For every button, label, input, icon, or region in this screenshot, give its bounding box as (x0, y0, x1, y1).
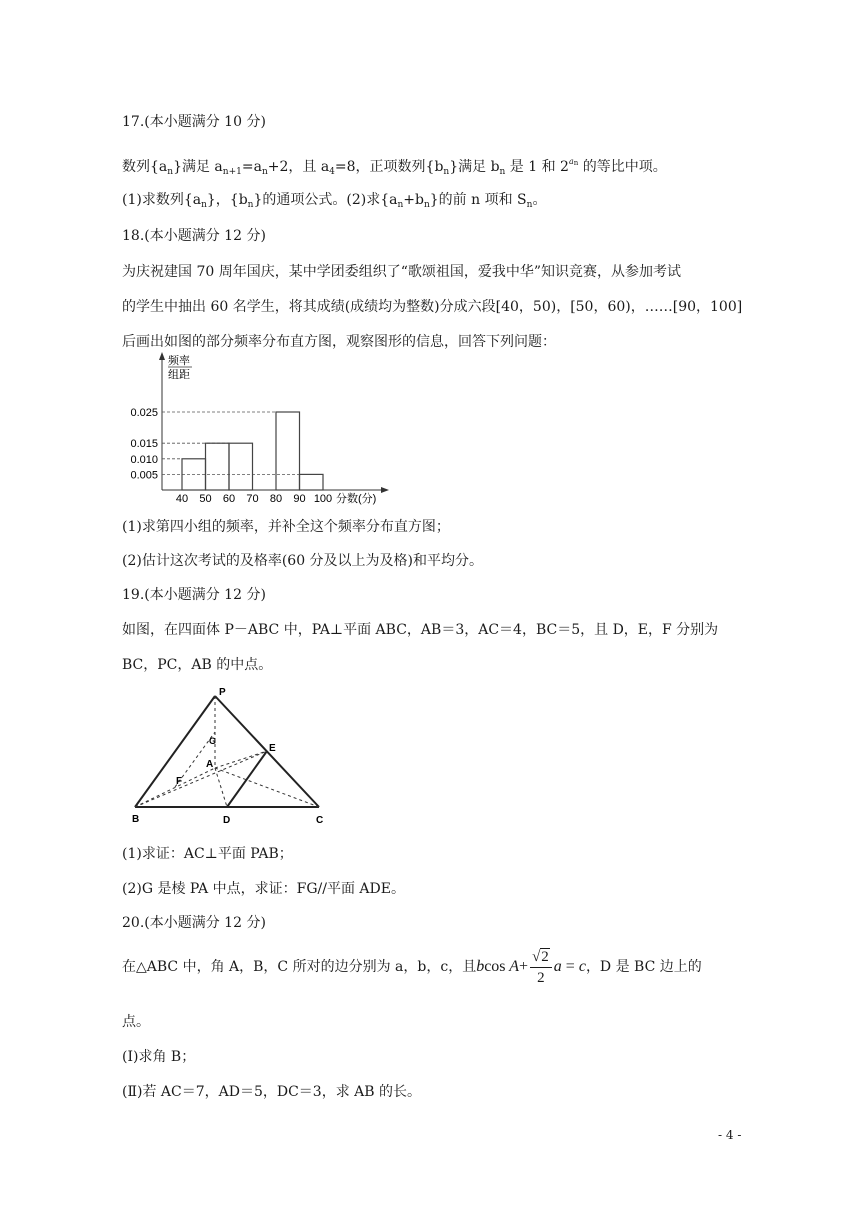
tetrahedron-diagram (120, 683, 360, 831)
q19-subquestion-2: (2)G 是棱 PA 中点，求证：FG//平面 ADE。 (122, 881, 405, 897)
histogram-bar (206, 443, 230, 490)
label-e: E (269, 743, 276, 754)
label-b: B (132, 814, 140, 825)
x-tick-label: 100 (313, 493, 333, 505)
x-tick-label: 90 (293, 493, 306, 505)
y-tick-label: 0.025 (130, 407, 158, 419)
edge-ab (135, 768, 215, 807)
q18-text-line-2: 的学生中抽出 60 名学生，将其成绩(成绩均为整数)分成六段[40，50)，[50，60)，……[90，100] (122, 299, 743, 315)
formula: bcos A+ $\frac{√2}{2}$ a = c (476, 948, 586, 986)
q20-subquestion-1: (Ⅰ)求角 B； (122, 1049, 196, 1065)
q18-text-line-3: 后画出如图的部分频率分布直方图，观察图形的信息，回答下列问题： (122, 334, 556, 350)
y-tick-label: 0.005 (130, 469, 158, 482)
segment-ad (215, 768, 227, 807)
histogram-bar (229, 443, 253, 490)
label-g: G (209, 736, 217, 746)
x-axis-arrow (381, 487, 389, 493)
frequency-histogram (120, 350, 410, 510)
q19-header: 19.(本小题满分 12 分) (122, 587, 266, 603)
y-label-bottom: 组距 (168, 369, 190, 381)
q20-header: 20.(本小题满分 12 分) (122, 915, 266, 931)
q19-text-line-2: BC，PC，AB 的中点。 (122, 657, 273, 673)
y-label-top: 频率 (168, 355, 190, 367)
x-tick-label: 60 (222, 493, 236, 505)
x-tick-label: 70 (246, 493, 259, 505)
q17-statement: 数列$\{a_n\}$满足 $a_{n+1}=a_n+2$，且 $a_4=8$，正项数列$\{b_n\}$满足 $b_n$ 是 1 和 $2^{an}$ 的等比中项。 (122, 157, 667, 177)
y-tick-label: 0.015 (130, 438, 158, 451)
label-f: F (176, 776, 183, 787)
histogram-bar (300, 474, 324, 490)
label-c: C (316, 815, 324, 826)
q19-text-line-1: 如图，在四面体 P－ABC 中，PA⊥平面 ABC，AB＝3，AC＝4，BC＝5，且 D，E，F 分别为 (122, 622, 719, 638)
y-tick-label: 0.010 (130, 453, 158, 466)
x-tick-label: 40 (175, 493, 189, 505)
x-tick-label: 80 (269, 493, 283, 505)
q18-subquestion-2: (2)估计这次考试的及格率(60 分及以上为及格)和平均分。 (122, 553, 484, 569)
q19-subquestion-1: (1)求证：AC⊥平面 PAB； (122, 846, 293, 862)
label-d: D (223, 815, 231, 826)
histogram-bar (276, 412, 300, 490)
q20-statement: 在△ABC 中，角 A，B，C 所对的边分别为 a，b，c，且bcos A+ $\frac{√2}{2}$ a = c，D 是 BC 边上的 (122, 948, 702, 986)
q18-header: 18.(本小题满分 12 分) (122, 228, 266, 244)
fraction-sqrt2-over-2: $\frac{√2}{2}$ (530, 947, 552, 988)
x-tick-label: 50 (199, 493, 212, 505)
page-number: - 4 - (718, 1128, 742, 1142)
q17-header: 17.(本小题满分 10 分) (122, 114, 266, 130)
y-axis-arrow (159, 352, 165, 360)
q20-text-line-2: 点。 (122, 1014, 150, 1030)
label-p: P (219, 687, 226, 698)
x-axis-label: 分数(分) (336, 493, 377, 505)
label-a: A (206, 759, 214, 770)
q18-subquestion-1: (1)求第四小组的频率，并补全这个频率分布直方图； (122, 519, 450, 535)
q17-questions: (1)求数列$\{a_n\}$，$\{b_n\}$的通项公式。(2)求$\{a_n+b_n\}$的前 n 项和 $S_n$。 (122, 192, 547, 210)
segment-ae (215, 751, 267, 768)
q20-subquestion-2: (Ⅱ)若 AC＝7，AD＝5，DC＝3，求 AB 的长。 (122, 1084, 422, 1100)
q18-text-line-1: 为庆祝建国 70 周年国庆，某中学团委组织了“歌颂祖国，爱我中华”知识竞赛，从参加考试 (122, 264, 682, 280)
